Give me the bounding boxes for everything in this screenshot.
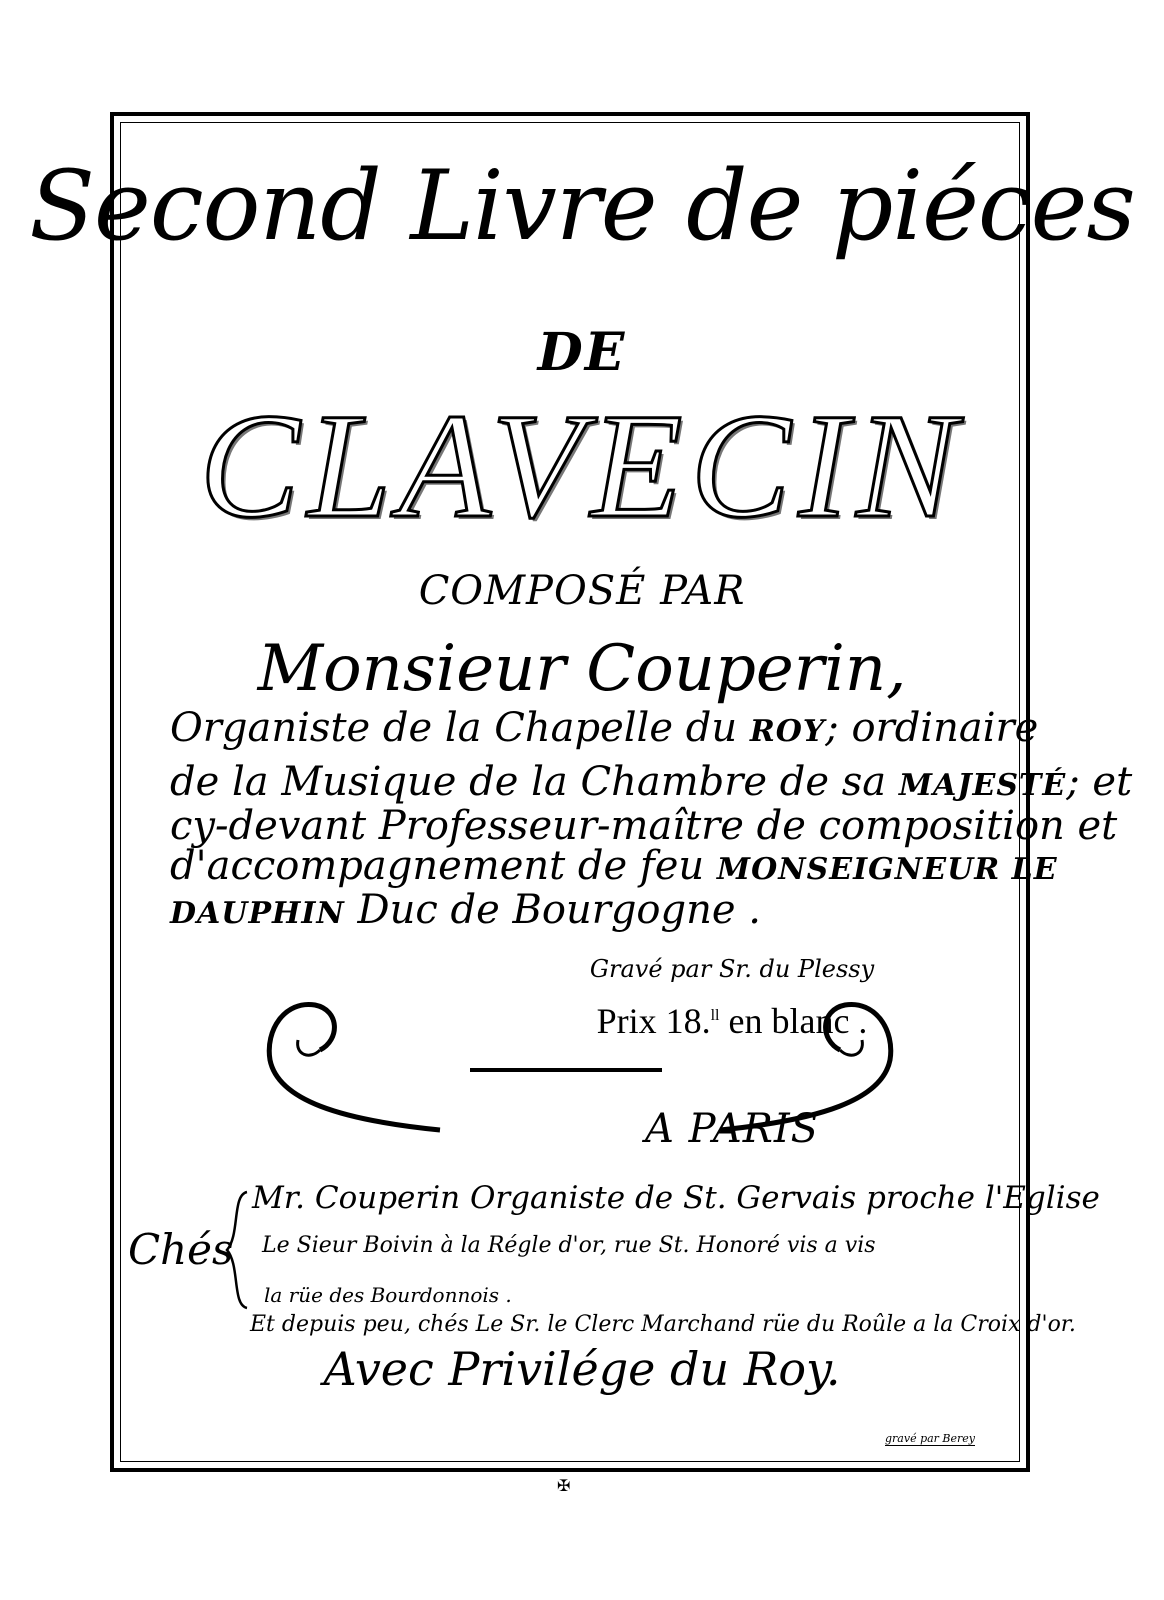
- author-name: Monsieur Couperin,: [257, 632, 907, 706]
- description-text: Organiste de la Chapelle du: [170, 705, 750, 751]
- compose-par: COMPOSÉ PAR: [418, 568, 746, 614]
- title-de: DE: [537, 322, 627, 383]
- address-couperin: Mr. Couperin Organiste de St. Gervais proche l'Eglise: [252, 1180, 1100, 1216]
- engraved-by: Gravé par Sr. du Plessy: [589, 955, 875, 983]
- description-smallcaps: ROY: [749, 714, 826, 749]
- price-unit: ll: [710, 1007, 720, 1024]
- description-text: ; et: [1066, 759, 1133, 805]
- price-amount: Prix 18.: [596, 1001, 711, 1041]
- divider-rule: [470, 1068, 662, 1072]
- engraver-credit: gravé par Berey: [885, 1432, 976, 1445]
- description-line-4: [170, 843, 1058, 889]
- description-line-1: [170, 705, 1039, 751]
- price-suffix: en blanc .: [719, 1001, 868, 1041]
- ches-label: Chés: [128, 1225, 234, 1274]
- description-text: cy-devant Professeur-maître de composition et: [170, 803, 1118, 849]
- title-second-livre: Second Livre de piéces: [29, 150, 1135, 262]
- address-boivin: Le Sieur Boivin à la Régle d'or, rue St. Honoré vis a vis: [262, 1233, 876, 1258]
- description-line-2: [170, 759, 1133, 805]
- cross-mark-icon: ✠: [557, 1476, 571, 1495]
- title-clavecin: CLAVECIN: [199, 383, 965, 549]
- description-text: ; ordinaire: [825, 705, 1039, 751]
- description-line-3: [170, 803, 1118, 849]
- description-smallcaps: MONSEIGNEUR LE: [716, 852, 1058, 887]
- description-smallcaps: DAUPHIN: [170, 896, 345, 931]
- privilege-du-roy: Avec Privilége du Roy.: [323, 1342, 841, 1396]
- description-smallcaps: MAJESTÉ: [898, 768, 1067, 803]
- description-text: de la Musique de la Chambre de sa: [170, 759, 899, 805]
- address-boivin-cont: la rüe des Bourdonnois .: [264, 1283, 512, 1307]
- description-line-5: [170, 887, 970, 933]
- place-paris: A PARIS: [644, 1106, 820, 1152]
- address-le-clerc: Et depuis peu, chés Le Sr. le Clerc Marchand rüe du Roûle a la Croix d'or.: [250, 1312, 1076, 1337]
- description-text: Duc de Bourgogne .: [344, 887, 761, 933]
- description-text: d'accompagnement de feu: [170, 843, 717, 889]
